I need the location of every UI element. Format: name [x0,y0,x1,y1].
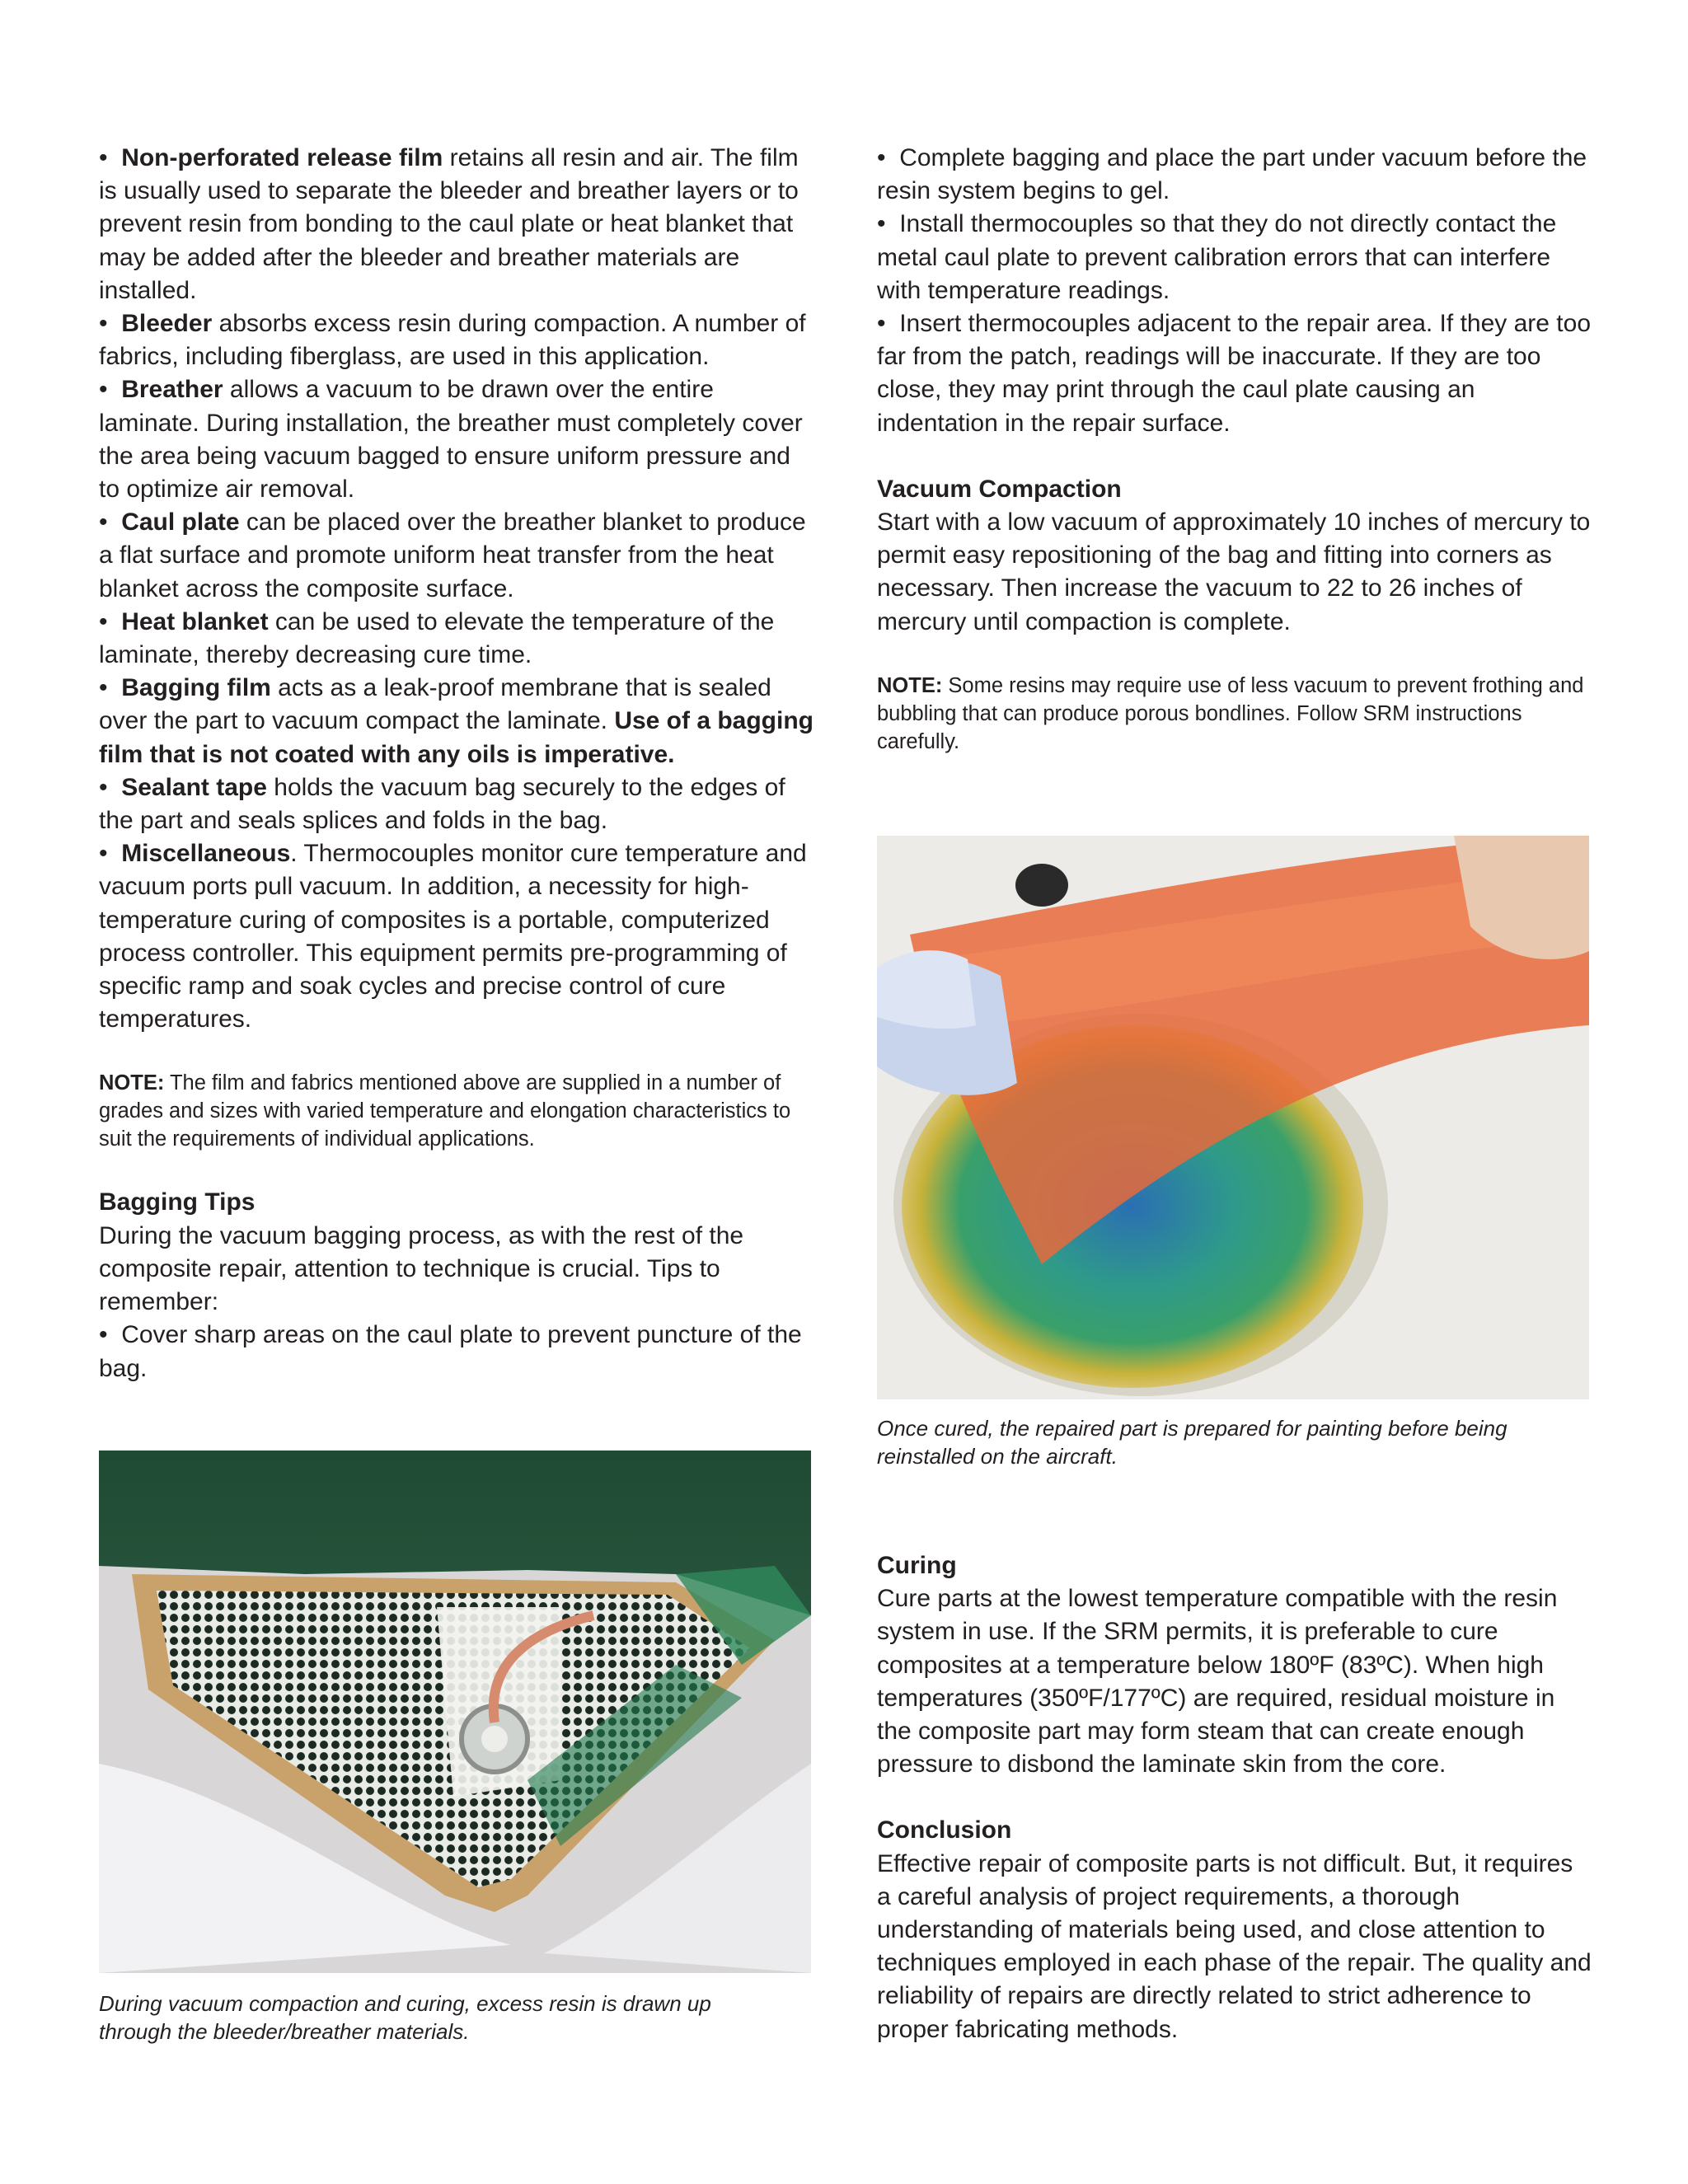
section-heading-curing: Curing [877,1552,957,1579]
tips-list [877,142,1592,440]
list-item: • Bagging film acts as a leak-proof membrane that is sealed over the part to vacuum compact the laminate. Use of a bagging film that is not coated with any oils is imperative. [99,674,814,768]
vacuum-compaction-text: Start with a low vacuum of approximately 10 inches of mercury to permit easy repositioning of the bag and fitting into corners as necessary. Then increase the vacuum to 22 to 26 inches of mercury until compaction is complete. [877,509,1591,635]
list-item: • Caul plate can be placed over the breather blanket to produce a flat surface and promote uniform heat transfer from the heat blanket across the composite surface. [99,509,806,602]
bullet-term: Non-perforated release film [121,144,443,171]
list-item: • Bleeder absorbs excess resin during compaction. A number of fabrics, including fiberglass, are used in this application. [99,310,806,371]
bullet-emphasis: Use of a bagging film that is not coated with any oils is imperative. [99,707,814,768]
photo-vacuum-bag [99,1451,811,1973]
note-vacuum: NOTE: Some resins may require use of less vacuum to prevent frothing and bubbling that can produce porous bondlines. Follow SRM instructions carefully. [877,673,1584,753]
left-column [99,142,814,1385]
list-item: • Heat blanket can be used to elevate the temperature of the laminate, thereby decreasing cure time. [99,607,775,669]
photo-cured-patch [877,836,1589,1399]
caption-right-photo: Once cured, the repaired part is prepared for painting before being reinstalled on the aircraft. [877,1416,1507,1469]
list-item: • Breather allows a vacuum to be drawn over the entire laminate. During installation, the breather must completely cover the area being vacuum bagged to ensure uniform pressure and to optimize air removal. [99,376,803,504]
list-item: • Cover sharp areas on the caul plate to prevent puncture of the bag. [99,1321,802,1382]
list-item: • Miscellaneous. Thermocouples monitor cure temperature and vacuum ports pull vacuum. In addition, a necessity for high-temperature curing of composites is a portable, computerized process controller. This equipment permits pre-programming of specific ramp and soak cycles and precise control of cure temperatures. [99,840,807,1033]
bullet-term: Miscellaneous [121,840,291,868]
list-item: • Complete bagging and place the part under vacuum before the resin system begins to gel. [877,144,1587,205]
list-item: • Insert thermocouples adjacent to the repair area. If they are too far from the patch, readings will be inaccurate. If they are too close, they may print through the caul plate causing an indentation in the repair surface. [877,310,1592,437]
bullet-term: Caul plate [121,509,240,537]
right-column-lower [877,1549,1592,2046]
bullet-term: Breather [121,376,223,404]
list-item: • Sealant tape holds the vacuum bag securely to the edges of the part and seals splices and folds in the bag. [99,773,785,835]
materials-list [99,142,814,1036]
vacuum-bag-image [99,1451,811,1973]
bullet-term: Bleeder [121,310,213,338]
section-heading-conclusion: Conclusion [877,1816,1012,1844]
section-heading-vacuum-compaction: Vacuum Compaction [877,475,1122,503]
list-item: • Non-perforated release film retains all resin and air. The film is usually used to separate the bleeder and breather layers or to prevent resin from bonding to the caul plate or heat blanket that may be added after the bleeder and breather materials are installed. [99,144,799,304]
bagging-tips-intro: During the vacuum bagging process, as with the rest of the composite repair, attention to technique is crucial. Tips to remember: [99,1221,744,1316]
bullet-term: Heat blanket [121,607,269,635]
curing-text: Cure parts at the lowest temperature compatible with the resin system in use. If the SRM permits, it is preferable to cure composites at a temperature below 180ºF (83ºC). When high temperatures (350ºF/177ºC) are required, residual moisture in the composite part may form steam that can create enough pressure to disbond the laminate skin from the core. [877,1585,1558,1779]
cured-patch-image [877,836,1589,1399]
conclusion-text: Effective repair of composite parts is not difficult. But, it requires a careful analysis of project requirements, a thorough understanding of materials being used, and close attention to techniques employed in each phase of the repair. The quality and reliability of repairs are directly related to strict adherence to proper fabricating methods. [877,1849,1592,2043]
right-column [877,142,1592,756]
list-item: • Install thermocouples so that they do not directly contact the metal caul plate to prevent calibration errors that can interfere with temperature readings. [877,210,1557,304]
bullet-term: Sealant tape [121,773,267,801]
bullet-term: Bagging film [121,674,271,702]
note-materials: NOTE: The film and fabrics mentioned above are supplied in a number of grades and sizes with varied temperature and elongation characteristics to suit the requirements of individual applications. [99,1071,791,1151]
section-heading-bagging-tips: Bagging Tips [99,1188,256,1216]
caption-left-photo: During vacuum compaction and curing, excess resin is drawn up through the bleeder/breather materials. [99,1991,711,2044]
